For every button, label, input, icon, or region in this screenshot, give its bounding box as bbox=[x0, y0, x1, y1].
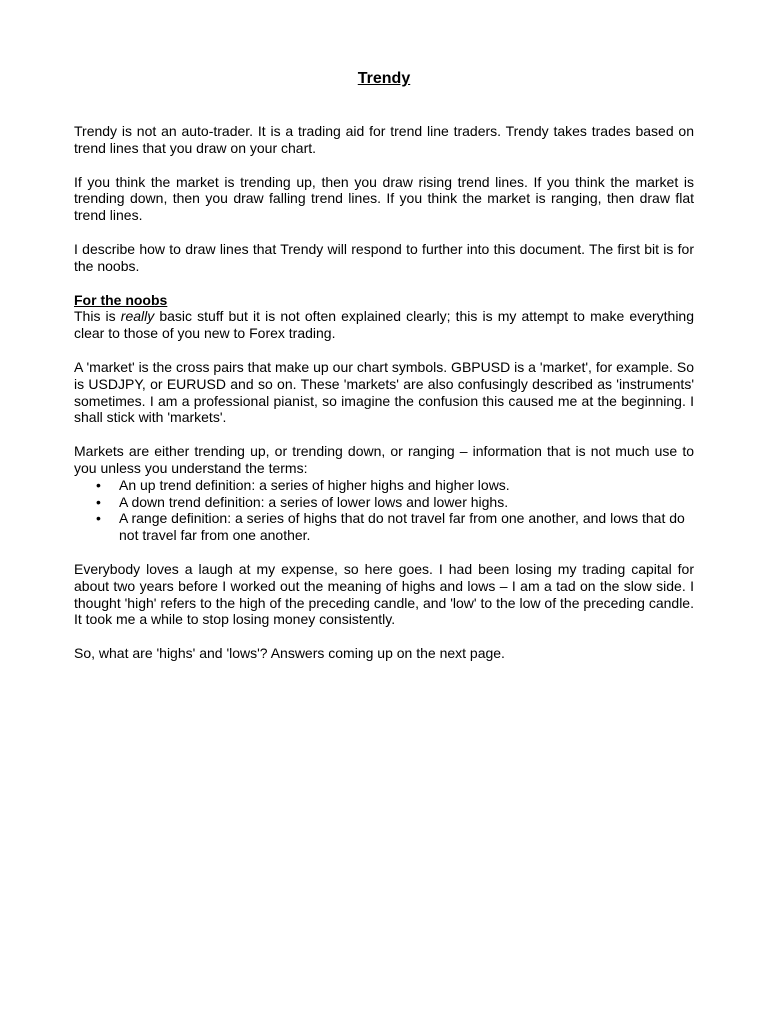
noobs-heading: For the noobs bbox=[74, 291, 168, 308]
closing-paragraph: So, what are 'highs' and 'lows'? Answers coming up on the next page. bbox=[74, 645, 505, 662]
noobs-intro-after: basic stuff but it is not often explained clearly; this is my attempt to make everything clear to those of you new to Forex trading. bbox=[74, 308, 695, 342]
bullet-icon: • bbox=[96, 476, 101, 493]
noobs-section bbox=[74, 292, 694, 342]
definition-text: A range definition: a series of highs that do not travel far from one another, and lows that do not travel far from one another. bbox=[119, 510, 685, 544]
list-item bbox=[74, 494, 694, 511]
definitions-list bbox=[74, 477, 694, 544]
document-title: Trendy bbox=[357, 70, 411, 87]
trend-lines-paragraph: If you think the market is trending up, then you draw rising trend lines. If you think the market is trending down, then you draw falling trend lines. If you think the market is ranging, then draw flat trend lines. bbox=[74, 173, 694, 224]
bullet-icon: • bbox=[96, 493, 101, 510]
laugh-paragraph: Everybody loves a laugh at my expense, so here goes. I had been losing my trading capital for about two years before I worked out the meaning of highs and lows – I am a tad on the slow side. I thought 'high' refers to the high of the preceding candle, and 'low' to the low of the preceding candle. It took me a while to stop losing money consistently. bbox=[74, 560, 694, 628]
list-item bbox=[74, 510, 694, 544]
list-item bbox=[74, 477, 694, 494]
markets-intro-paragraph: Markets are either trending up, or trending down, or ranging – information that is not much use to you unless you understand the terms: bbox=[74, 443, 694, 476]
bullet-icon: • bbox=[96, 510, 101, 527]
noobs-intro-paragraph bbox=[74, 308, 694, 342]
document-page bbox=[74, 68, 694, 679]
definition-text: An up trend definition: a series of higher highs and higher lows. bbox=[119, 476, 510, 493]
definition-text: A down trend definition: a series of lower lows and lower highs. bbox=[119, 493, 509, 510]
noobs-intro-before: This is bbox=[74, 308, 121, 325]
market-definition-paragraph: A 'market' is the cross pairs that make up our chart symbols. GBPUSD is a 'market', for example. So is USDJPY, or EURUSD and so on. These 'markets' are also confusingly described as 'instruments' sometimes. I am a professional pianist, so imagine the confusion this caused me at the beginning. I shall stick with 'markets'. bbox=[74, 358, 694, 426]
intro-paragraph: Trendy is not an auto-trader. It is a trading aid for trend line traders. Trendy takes trades based on trend lines that you draw on your chart. bbox=[74, 123, 694, 156]
noobs-intro-emphasis: really bbox=[120, 308, 155, 325]
document-guide-paragraph: I describe how to draw lines that Trendy will respond to further into this document. The first bit is for the noobs. bbox=[74, 240, 694, 274]
